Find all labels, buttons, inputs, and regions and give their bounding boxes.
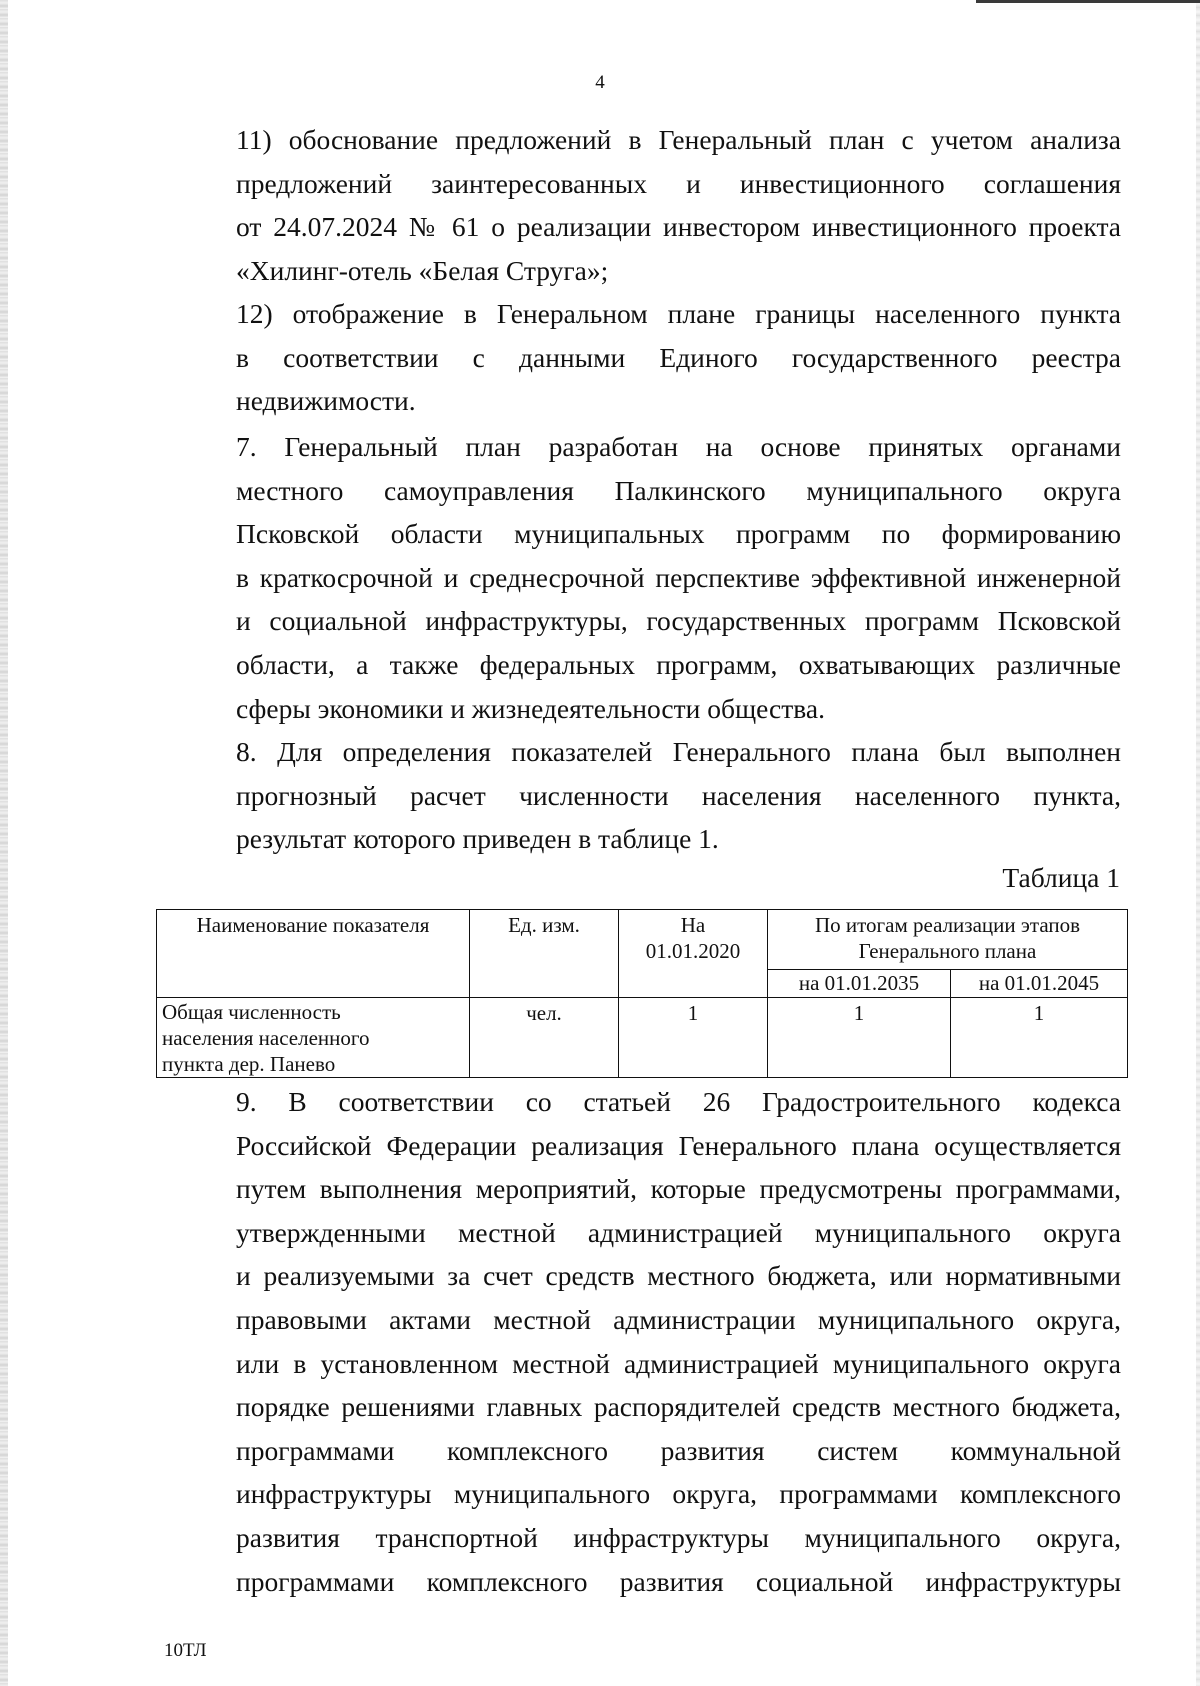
text-line: порядке решениями главных распорядителей средств местного бюджета, — [236, 1391, 1121, 1423]
cell-unit: чел. — [470, 998, 619, 1078]
table-header-row — [157, 910, 1128, 970]
text-line: программами комплексного развития социальной инфраструктуры — [236, 1565, 1121, 1597]
paragraph-item-12 — [164, 292, 1121, 423]
header-stages-line: По итогам реализации этапов — [814, 913, 1081, 937]
header-base-line: На — [680, 913, 706, 937]
text-line: и социальной инфраструктуры, государственных программ Псковской — [236, 605, 1121, 637]
text-line: области, а также федеральных программ, охватывающих различные — [236, 648, 1121, 680]
text-line: 8. Для определения показателей Генерального плана был выполнен — [236, 736, 1121, 767]
text-line: местного самоуправления Палкинского муниципального округа — [236, 474, 1121, 506]
text-line: утвержденными местной администрацией муниципального округа — [236, 1216, 1121, 1248]
cell-base-value: 1 — [619, 998, 768, 1078]
cell-indicator-line: Общая численность — [162, 1000, 341, 1024]
paragraph-item-11 — [164, 118, 1121, 292]
text-line: правовыми актами местной администрации муниципального округа, — [236, 1303, 1121, 1335]
text-line: и реализуемыми за счет средств местного бюджета, или нормативными — [236, 1260, 1121, 1292]
header-stage-2035: на 01.01.2035 — [768, 969, 951, 997]
text-line: путем выполнения мероприятий, которые предусмотрены программами, — [236, 1173, 1121, 1205]
text-line: от 24.07.2024 № 61 о реализации инвестором инвестиционного проекта — [236, 211, 1121, 243]
scan-edge-right — [1196, 0, 1200, 1686]
text-line: Российской Федерации реализация Генерального плана осуществляется — [236, 1129, 1121, 1161]
population-table — [156, 909, 1128, 1078]
table-caption: Таблица 1 — [1002, 862, 1120, 893]
text-line: «Хилинг-отель «Белая Струга»; — [236, 254, 609, 286]
header-indicator: Наименование показателя — [157, 910, 470, 998]
text-line: 12) отображение в Генеральном плане границы населенного пункта — [236, 298, 1121, 329]
header-stage-2045: на 01.01.2045 — [951, 969, 1128, 997]
page-number: 4 — [595, 72, 605, 93]
cell-indicator-line: пункта дер. Панево — [162, 1052, 336, 1076]
cell-indicator — [157, 998, 470, 1078]
text-line: в соответствии с данными Единого государственного реестра — [236, 341, 1121, 373]
text-line: 9. В соответствии со статьей 26 Градостроительного кодекса — [236, 1086, 1121, 1117]
text-line: инфраструктуры муниципального округа, программами комплексного — [236, 1478, 1121, 1510]
paragraph-7 — [164, 425, 1121, 730]
footer-code: 10ТЛ — [164, 1640, 207, 1661]
header-unit: Ед. изм. — [470, 910, 619, 998]
top-edge-mark — [976, 0, 1200, 3]
text-line: недвижимости. — [236, 385, 416, 417]
header-stages-line: Генерального плана — [858, 939, 1037, 963]
scan-edge-left — [0, 0, 8, 1686]
cell-indicator-line: населения населенного — [162, 1026, 370, 1050]
paragraph-8 — [164, 730, 1121, 861]
text-line: сферы экономики и жизнедеятельности общества. — [236, 692, 825, 724]
cell-stage-2035-value: 1 — [768, 998, 951, 1078]
text-line: 11) обоснование предложений в Генеральный план с учетом анализа — [236, 124, 1121, 155]
table-row — [157, 998, 1128, 1078]
text-line: 7. Генеральный план разработан на основе принятых органами — [236, 431, 1121, 462]
text-line: прогнозный расчет численности населения населенного пункта, — [236, 779, 1121, 811]
header-base-date — [619, 910, 768, 998]
header-stages — [768, 910, 1128, 970]
text-line: или в установленном местной администрацией муниципального округа — [236, 1347, 1121, 1379]
text-line: результат которого приведен в таблице 1. — [236, 823, 719, 855]
header-base-line: 01.01.2020 — [645, 939, 741, 963]
text-line: в краткосрочной и среднесрочной перспективе эффективной инженерной — [236, 561, 1121, 593]
text-line: предложений заинтересованных и инвестиционного соглашения — [236, 167, 1121, 199]
cell-stage-2045-value: 1 — [951, 998, 1128, 1078]
text-line: программами комплексного развития систем коммунальной — [236, 1434, 1121, 1466]
paragraph-9 — [164, 1080, 1121, 1603]
text-line: Псковской области муниципальных программ по формированию — [236, 518, 1121, 550]
text-line: развития транспортной инфраструктуры муниципального округа, — [236, 1521, 1121, 1553]
